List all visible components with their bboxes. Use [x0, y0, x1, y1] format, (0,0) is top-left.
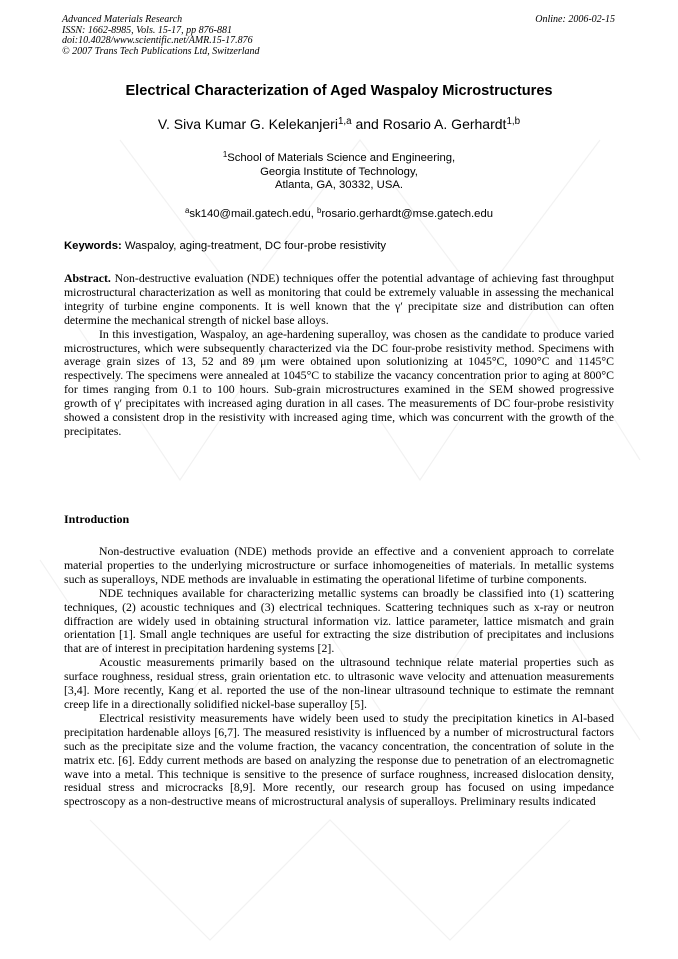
keywords-label: Keywords:	[64, 240, 122, 252]
introduction-body	[64, 545, 614, 809]
intro-paragraph-3: Acoustic measurements primarily based on the ultrasound technique relate material properties such as surface roughness, residual stress, grain orientation etc. to ultrasonic wave velocity and attenuation measurements [3,4]. More recently, Kang et al. reported the use of the non-linear ultrasound technique to estimate the remnant creep life in a directionally solidified nickel-base superalloy [5].	[64, 655, 614, 711]
author-2: Rosario A. Gerhardt	[382, 116, 507, 132]
affiliation-sup: 1	[222, 150, 228, 160]
keywords	[64, 240, 386, 252]
affiliation	[0, 152, 678, 193]
intro-paragraph-2: NDE techniques available for characterizing metallic systems can broadly be classified into (1) scattering techniques, (2) acoustic techniques and (3) electrical techniques. Scattering techniques such as x-ray or neutron diffraction are widely used in obtaining structural information viz. lattice parameter, lattice mismatch and grain orientation [1]. Small angle techniques are useful for extracting the size distribution of precipitates and inclusions that are of interest in precipitation hardening systems [2].	[64, 585, 614, 656]
email-a: sk140@mail.gatech.edu,	[189, 208, 314, 220]
introduction-heading: Introduction	[64, 512, 130, 526]
author-line	[0, 116, 678, 132]
abstract-p1-text: Non-destructive evaluation (NDE) techniques offer the potential advantage of achieving fast throughput microstructural characterization as well as monitoring that could be extremely valuable in assessing the mechanical integrity of turbine engine components. It is well known that the γ′ precipitate size and distribution can often determine the mechanical strength of nickel base alloys.	[64, 271, 614, 327]
email-b-sup: b	[317, 206, 322, 216]
online-date: Online: 2006-02-15	[535, 14, 615, 25]
journal-issn: ISSN: 1662-8985, Vols. 15-17, pp 876-881	[62, 24, 232, 36]
abstract-paragraph-2: In this investigation, Waspaloy, an age-hardening superalloy, was chosen as the candidate to produce varied microstructures, which were subsequently characterized via the DC four-probe resistivity method. Specimens with average grain sizes of 13, 52 and 89 μm were obtained upon solutionizing at 1045°C, 1090°C and 1145°C respectively. The specimens were annealed at 1045°C to stabilize the vacancy concentration prior to aging at 800°C for times ranging from 0.1 to 100 hours. Sub-grain microstructures examined in the SEM showed progressive growth of γ′ precipitates with increased aging duration in all cases. The measurements of DC four-probe resistivity showed a consistent drop in the resistivity with increased aging time, which was concurrent with the growth of the precipitates.	[64, 326, 614, 438]
affiliation-line-3: Atlanta, GA, 30332, USA.	[274, 179, 404, 192]
journal-doi: doi:10.4028/www.scientific.net/AMR.15-17.876	[62, 35, 253, 46]
abstract	[64, 272, 614, 439]
intro-paragraph-4: Electrical resistivity measurements have widely been used to study the precipitation kinetics in Al-based precipitation hardenable alloys [6,7]. The measured resistivity is influenced by a number of microstructural factors such as the precipitate size and the volume fraction, the vacancy concentration, the concentration of solute in the matrix etc. [6]. Eddy current methods are based on analyzing the response due to penetration of an electromagnetic wave into a metal. This technique is sensitive to the presence of surface roughness, increased dislocation density, residual stress and microcracks [8,9]. More recently, our research group has focused on using impedance spectroscopy as a non-destructive means of microstructural analysis of superalloys. Preliminary results indicated	[64, 710, 614, 809]
author-2-sup: 1,b	[506, 116, 521, 128]
email-b: rosario.gerhardt@mse.gatech.edu	[321, 208, 494, 220]
affiliation-line-1: School of Materials Science and Engineering,	[227, 152, 456, 164]
author-1-sup: 1,a	[337, 116, 352, 128]
emails	[0, 208, 678, 220]
author-and: and	[355, 116, 379, 132]
keywords-text: Waspaloy, aging-treatment, DC four-probe resistivity	[124, 240, 387, 252]
journal-header	[62, 15, 260, 57]
intro-paragraph-1: Non-destructive evaluation (NDE) methods provide an effective and a convenient approach to correlate material properties to the underlying microstructure or surface inhomogeneities of materials. In metallic systems such as superalloys, NDE methods are invaluable in estimating the operational lifetime of turbine components.	[64, 544, 614, 586]
affiliation-line-2: Georgia Institute of Technology,	[260, 165, 418, 178]
abstract-label: Abstract.	[64, 271, 111, 285]
journal-name: Advanced Materials Research	[62, 14, 183, 25]
abstract-paragraph-1	[64, 272, 614, 328]
email-a-sup: a	[184, 206, 190, 216]
journal-copyright: © 2007 Trans Tech Publications Ltd, Switzerland	[62, 45, 260, 57]
author-1: V. Siva Kumar G. Kelekanjeri	[157, 116, 338, 132]
paper-title: Electrical Characterization of Aged Waspaloy Microstructures	[125, 83, 553, 99]
